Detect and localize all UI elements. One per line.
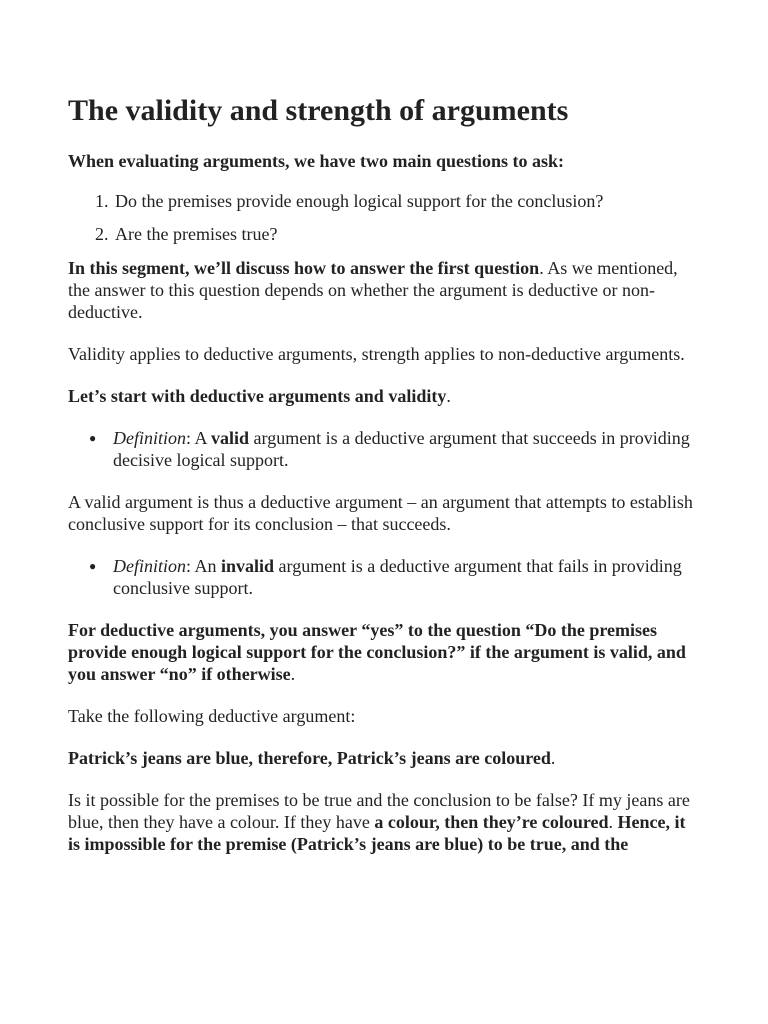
definition-label: Definition — [113, 556, 186, 576]
paragraph-part-b: a colour, then they’re coloured — [374, 812, 609, 832]
definition-pre: : A — [186, 428, 212, 448]
paragraph-yes-no — [68, 619, 698, 685]
page-title: The validity and strength of arguments — [68, 94, 569, 127]
example-argument — [68, 747, 698, 769]
paragraph-start-deductive — [68, 385, 698, 407]
intro-text: When evaluating arguments, we have two main questions to ask: — [68, 151, 565, 171]
example-text: Patrick’s jeans are blue, therefore, Patrick’s jeans are coloured — [68, 748, 551, 768]
definition-pre: : An — [186, 556, 222, 576]
paragraph-part-c: . — [608, 812, 618, 832]
paragraph-lead: Let’s start with deductive arguments and validity — [68, 386, 447, 406]
paragraph-validity-strength: Validity applies to deductive arguments, strength applies to non-deductive arguments. — [68, 344, 685, 364]
paragraph-part-d: Hence, it is impossible for the premise (Patrick’s jeans are blue) to be true, and the — [68, 812, 686, 854]
paragraph-first-question — [68, 257, 698, 323]
paragraph-rest: . As we mentioned, the answer to this question depends on whether the argument is deductive or non-deductive. — [68, 258, 678, 322]
list-item: 2. Are the premises true? — [113, 223, 698, 245]
document-page — [68, 92, 698, 875]
definition-post: argument is a deductive argument that fails in providing conclusive support. — [113, 556, 682, 598]
list-item — [89, 555, 698, 599]
list-item — [89, 427, 698, 471]
example-end: . — [550, 748, 556, 768]
list-item: 1. Do the premises provide enough logical support for the conclusion? — [113, 190, 698, 212]
paragraph-part-a: Is it possible for the premises to be true and the conclusion to be false? If my jeans are blue, then they have a colour. If they have — [68, 790, 690, 832]
definition-term: valid — [211, 428, 250, 448]
definition-list-valid — [68, 427, 698, 471]
paragraph-end: . — [446, 386, 451, 406]
questions-list — [68, 190, 698, 245]
definition-label: Definition — [113, 428, 186, 448]
paragraph-lead: For deductive arguments, you answer “yes” to the question “Do the premises provide enough logical support for the conclusion?” if the argument is valid, and you answer “no” if otherwise — [68, 620, 686, 684]
bullet-icon: ● — [89, 431, 97, 445]
paragraph-end: . — [290, 664, 296, 684]
definition-list-invalid — [68, 555, 698, 599]
paragraph-valid-argument: A valid argument is thus a deductive argument – an argument that attempts to establish conclusive support for its conclusion – that succeeds. — [68, 492, 693, 534]
paragraph-lead: In this segment, we’ll discuss how to answer the first question — [68, 258, 540, 278]
bullet-icon: ● — [89, 559, 97, 573]
definition-post: argument is a deductive argument that succeeds in providing decisive logical support. — [113, 428, 690, 470]
definition-term: invalid — [221, 556, 275, 576]
paragraph-take-following: Take the following deductive argument: — [68, 706, 356, 726]
paragraph-possibility — [68, 789, 698, 855]
